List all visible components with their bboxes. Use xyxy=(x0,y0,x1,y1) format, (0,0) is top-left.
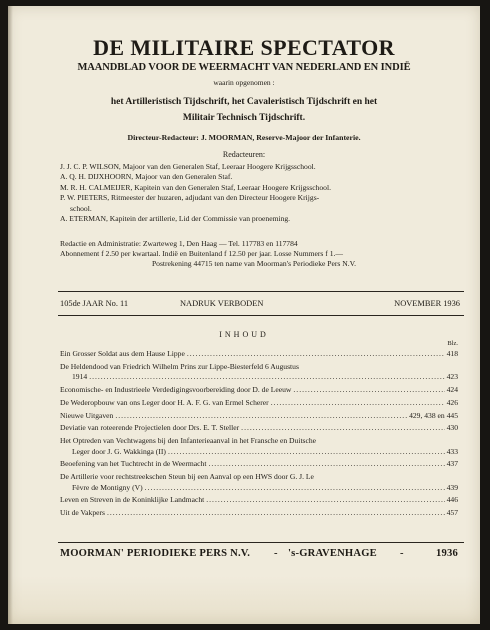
toc-entry[interactable] xyxy=(60,472,458,493)
toc-entry[interactable] xyxy=(60,398,458,408)
toc-entry-title: Ein Grosser Soldat aus dem Hause Lippe xyxy=(60,349,185,358)
paper-aging xyxy=(8,576,480,624)
toc-entry[interactable] xyxy=(60,349,458,359)
editor-line: A. ETERMAN, Kapitein der artillerie, Lid der Commissie van proeneming. xyxy=(60,214,291,224)
table-of-contents xyxy=(60,349,458,519)
editor-line: M. R. H. CALMEIJER, Kapitein van den Generalen Staf, Leeraar Hoogere Krijgsschool. xyxy=(60,182,331,192)
editor-line-continued: school. xyxy=(70,203,92,213)
contents-heading: INHOUD xyxy=(219,330,269,339)
merged-journals-line2: Militair Technisch Tijdschrift. xyxy=(182,113,306,123)
toc-entry[interactable] xyxy=(60,495,458,505)
toc-entry-page: 426 xyxy=(446,397,458,407)
editor-line: J. J. C. P. WILSON, Majoor van den Generalen Staf, Leeraar Hoogere Krijgsschool. xyxy=(60,162,316,171)
toc-entry-title-cont: Leger door J. G. Wakkinga (II) xyxy=(72,446,166,456)
publisher-name: MOORMAN' PERIODIEKE PERS N.V. xyxy=(60,548,251,559)
journal-subtitle: MAANDBLAD VOOR DE WEERMACHT VAN NEDERLAND EN INDIË xyxy=(77,62,411,73)
document-page xyxy=(8,6,480,624)
footer-dash: - xyxy=(274,548,278,559)
toc-entry-page: 457 xyxy=(446,508,458,518)
toc-entry-page: 418 xyxy=(446,349,458,358)
journal-title: DE MILITAIRE SPECTATOR xyxy=(93,35,395,60)
toc-entry-page: 429, 438 en 445 xyxy=(409,410,458,420)
toc-entry-page: 437 xyxy=(446,459,458,469)
footer-dash: - xyxy=(400,548,404,559)
toc-entry-title-cont: 1914 xyxy=(72,372,88,382)
toc-entry-page: 430 xyxy=(446,423,458,433)
merged-intro: waarin opgenomen : xyxy=(213,78,275,87)
issue-divider xyxy=(58,315,464,316)
reprint-notice: NADRUK VERBODEN xyxy=(180,299,264,308)
toc-entry-title: Economische- en Industrieele Verdedigingsvoorbereiding door D. de Leeuw xyxy=(60,385,292,394)
footer-divider xyxy=(58,542,464,543)
redactie-heading: Redacteuren: xyxy=(222,150,266,159)
toc-entry-title: De Artillerie voor rechtstreekschen Steun bij een Aanval op een HWS door G. J. Le xyxy=(60,472,314,482)
director-editor: Directeur-Redacteur: J. MOORMAN, Reserve-Majoor der Infanterie. xyxy=(127,133,361,142)
toc-entry-title: Beoefening van het Tuchtrecht in de Weermacht xyxy=(60,459,207,469)
toc-entry-page: 424 xyxy=(446,385,458,394)
issue-date: NOVEMBER 1936 xyxy=(394,299,460,308)
toc-entry-page: 446 xyxy=(446,495,458,505)
publisher-city: 's-GRAVENHAGE xyxy=(288,548,377,559)
toc-entry[interactable] xyxy=(60,411,458,421)
toc-entry-title: Het Optreden van Vechtwagens bij den Infanterieaanval in het Fransche en Duitsche xyxy=(60,436,317,446)
toc-entry[interactable] xyxy=(60,508,458,518)
administration-address: Redactie en Administratie: Zwarteweg 1, Den Haag — Tel. 117783 en 117784 xyxy=(60,239,298,248)
toc-entry-title: Leven en Streven in de Koninklijke Landmacht xyxy=(60,495,205,505)
subscription-prices: Abonnement f 2.50 per kwartaal. Indië en Buitenland f 12.50 per jaar. Losse Nummers f 1.— xyxy=(60,249,344,258)
publication-year: 1936 xyxy=(436,548,458,559)
toc-entry[interactable] xyxy=(60,459,458,469)
issue-line xyxy=(60,297,460,311)
toc-entry-page: 423 xyxy=(446,372,458,382)
editor-line: A. Q. H. DIJXHOORN, Majoor van den Generalen Staf. xyxy=(60,172,233,182)
page-column-heading: Blz. xyxy=(447,340,458,347)
toc-entry-title-cont: Fèvre de Montigny (V) xyxy=(72,482,143,492)
postal-account: Postrekening 44715 ten name van Moorman's Periodieke Pers N.V. xyxy=(151,259,357,268)
editors-list xyxy=(60,162,460,224)
toc-entry-title: De Heldendood van Friedrich Wilhelm Prins zur Lippe-Biesterfeld 6 Augustus xyxy=(60,361,299,371)
top-divider xyxy=(58,291,464,292)
toc-entry-page: 433 xyxy=(446,446,458,456)
toc-entry-title: De Wederopbouw van ons Leger door H. A. F. G. van Ermel Scherer xyxy=(60,397,269,407)
toc-entry-title: Deviatie van roteerende Projectielen door Drs. E. T. Steller xyxy=(60,423,240,433)
toc-entry[interactable] xyxy=(60,385,458,395)
toc-entry[interactable] xyxy=(60,436,458,457)
toc-entry-title: Nieuwe Uitgaven xyxy=(60,410,114,420)
toc-entry[interactable] xyxy=(60,423,458,433)
toc-entry-title: Uit de Vakpers xyxy=(60,508,105,518)
toc-entry-page: 439 xyxy=(446,482,458,492)
merged-journals-line1: het Artilleristisch Tijdschrift, het Cavaleristisch Tijdschrift en het xyxy=(110,97,378,107)
toc-entry[interactable] xyxy=(60,362,458,383)
issue-year-number: 105de JAAR No. 11 xyxy=(60,299,129,308)
editor-line: P. W. PIETERS, Ritmeester der huzaren, adjudant van den Directeur Hoogere Krijgs- xyxy=(60,193,320,203)
